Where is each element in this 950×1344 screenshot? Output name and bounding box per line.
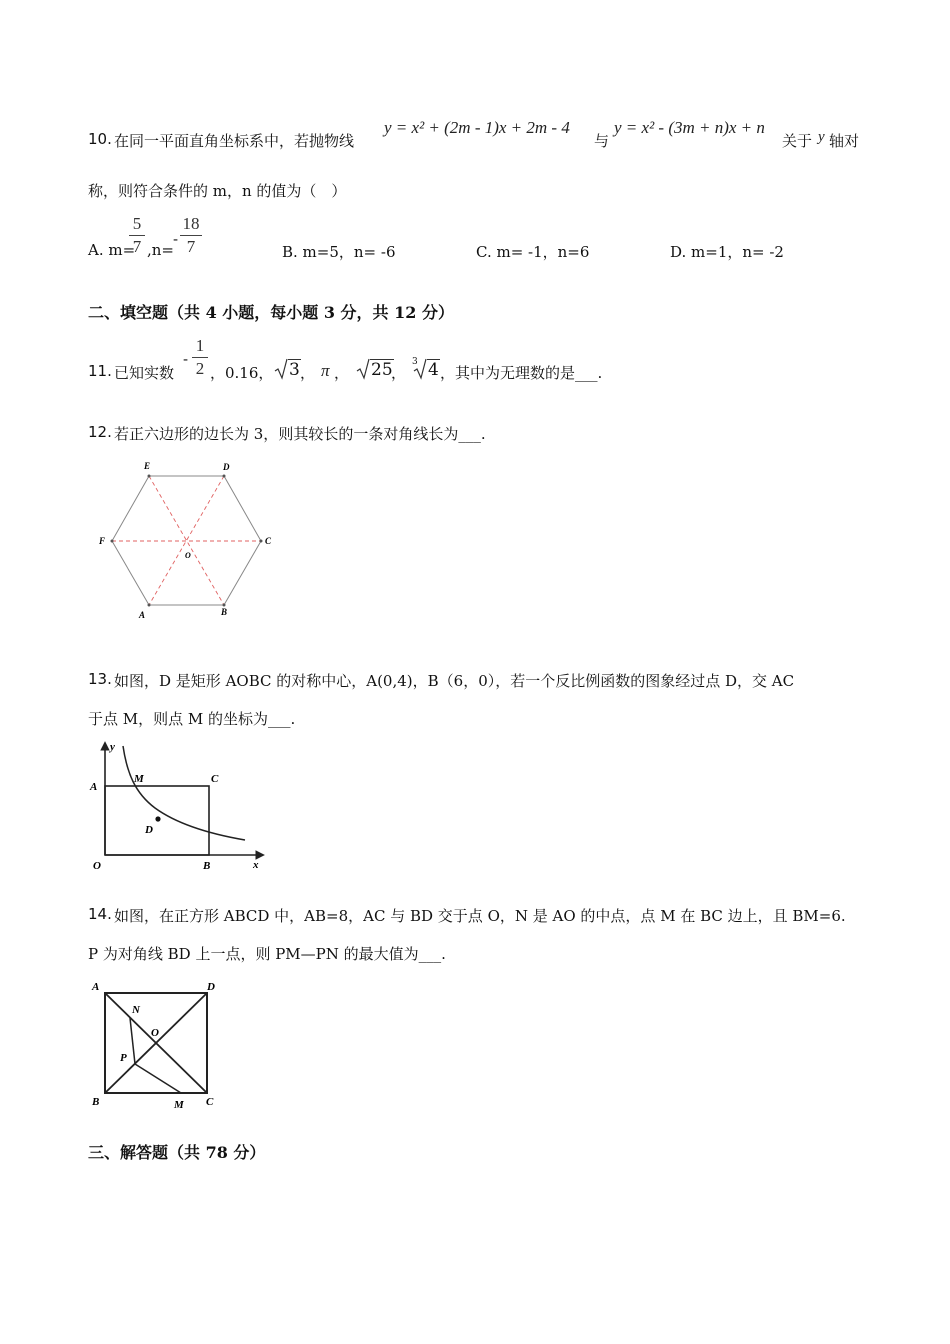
q10-axis-var: y: [818, 129, 825, 145]
point-d: [155, 816, 160, 821]
q13-graph-figure: [85, 738, 270, 878]
fraction-bar: [180, 235, 202, 236]
cube-root-sign-icon: [413, 358, 427, 380]
vertex-label-b: B: [221, 607, 228, 617]
q11-sqrt-25-radicand: 25: [371, 360, 393, 380]
q10-option-a-m-denominator: 7: [132, 237, 142, 256]
segment-pm: [135, 1064, 181, 1093]
point-label-c: C: [211, 773, 219, 785]
q11-sep-2: ，: [300, 364, 316, 382]
q11-fraction-numerator: 1: [195, 336, 205, 355]
vertex-label-e: E: [144, 461, 151, 471]
q12-number: 12.: [88, 423, 112, 441]
q10-option-a-mid: ,n=: [147, 241, 174, 259]
point-label-m: M: [174, 1099, 184, 1111]
inverse-proportion-curve: [123, 746, 245, 840]
q13-line-2: 于点 M，则点 M 的坐标为___.: [88, 710, 296, 728]
q10-option-d: D. m=1，n= -2: [670, 243, 784, 261]
q12-text: 若正六边形的边长为 3，则其较长的一条对角线长为___.: [114, 425, 486, 443]
section-3-heading: 三、解答题（共 78 分）: [88, 1143, 266, 1162]
sqrt-sign-icon: [274, 358, 288, 380]
q14-line-2: P 为对角线 BD 上一点，则 PM—PN 的最大值为___.: [88, 945, 446, 963]
axis-label-x: x: [253, 859, 259, 871]
point-label-o: O: [151, 1027, 159, 1039]
q11-pi: π: [321, 361, 330, 380]
q11-fraction-denominator: 2: [195, 359, 205, 378]
segment-pn: [130, 1018, 135, 1064]
q14-line-1: 如图，在正方形 ABCD 中，AB=8，AC 与 BD 交于点 O，N 是 AO 的中点，点 M 在 BC 边上，且 BM=6.: [114, 907, 846, 925]
q10-formula-2: y = x² - (3m + n)x + n: [614, 118, 765, 137]
q10-option-c: C. m= -1，n=6: [476, 243, 590, 261]
q10-formula-1: y = x² + (2m - 1)x + 2m - 4: [384, 118, 570, 137]
q10-option-a-m-fraction: [129, 214, 145, 257]
axis-label-y: y: [110, 741, 115, 753]
q10-option-a-m-numerator: 5: [132, 214, 142, 233]
hexagon-outline: [112, 476, 261, 605]
q13-number: 13.: [88, 670, 112, 688]
point-label-d: D: [145, 824, 153, 836]
q11-sep-4: ，: [391, 364, 407, 382]
q10-text-b: 与: [594, 132, 610, 150]
q10-text-a: 在同一平面直角坐标系中，若抛物线: [114, 132, 355, 150]
q11-text-b: ，其中为无理数的是___.: [440, 364, 603, 382]
q11-sqrt-3-radicand: 3: [289, 360, 300, 380]
point-label-b: B: [92, 1096, 100, 1108]
point-label-d: D: [207, 981, 215, 993]
q11-negative-sign: -: [183, 350, 189, 368]
q10-option-a-n-numerator: 18: [182, 214, 200, 233]
point-label-n: N: [132, 1004, 140, 1016]
q10-option-a-n-denominator: 7: [186, 237, 196, 256]
q11-cbrt-4-radicand: 4: [428, 360, 439, 380]
point-label-c: C: [206, 1096, 214, 1108]
point-label-a: A: [90, 781, 98, 793]
q11-fraction: [192, 336, 208, 379]
q10-option-b: B. m=5，n= -6: [282, 243, 396, 261]
vertex-label-c: C: [265, 536, 272, 546]
q11-text-a: 已知实数: [114, 364, 175, 382]
q14-square-figure: [85, 975, 230, 1115]
point-label-o: O: [93, 860, 101, 872]
q11-sep-3: ，: [334, 364, 350, 382]
q14-number: 14.: [88, 905, 112, 923]
q10-option-a-n-fraction: [180, 214, 202, 257]
point-label-p: P: [120, 1052, 127, 1064]
q11-number: 11.: [88, 362, 112, 380]
hexagon-diagonals: [112, 476, 261, 605]
q10-line-2: 称，则符合条件的 m，n 的值为（ ）: [88, 182, 347, 200]
point-label-b: B: [203, 860, 211, 872]
fraction-bar: [192, 357, 208, 358]
q13-line-1: 如图，D 是矩形 AOBC 的对称中心，A(0,4)，B（6，0），若一个反比例函数的图象经过点 D，交 AC: [114, 672, 795, 690]
hexagon-vertices: [111, 475, 263, 607]
point-label-m: M: [134, 773, 144, 785]
q11-cbrt-index: 3: [412, 357, 418, 367]
q11-sep-1: ，0.16，: [210, 364, 274, 382]
vertex-label-d: D: [223, 462, 230, 472]
q10-number: 10.: [88, 130, 112, 148]
point-label-a: A: [92, 981, 100, 993]
vertex-label-a: A: [139, 610, 146, 620]
section-2-heading: 二、填空题（共 4 小题，每小题 3 分，共 12 分）: [88, 303, 454, 322]
q10-option-a-prefix: A. m=: [88, 241, 136, 259]
q10-option-a-negative-sign: -: [173, 230, 179, 248]
center-label-o: O: [185, 551, 191, 560]
fraction-bar: [129, 235, 145, 236]
vertex-label-f: F: [99, 536, 106, 546]
sqrt-sign-icon: [356, 358, 370, 380]
q12-hexagon-figure: [90, 455, 290, 625]
q10-text-c: 关于: [782, 132, 813, 150]
q10-text-d: 轴对: [829, 132, 860, 150]
